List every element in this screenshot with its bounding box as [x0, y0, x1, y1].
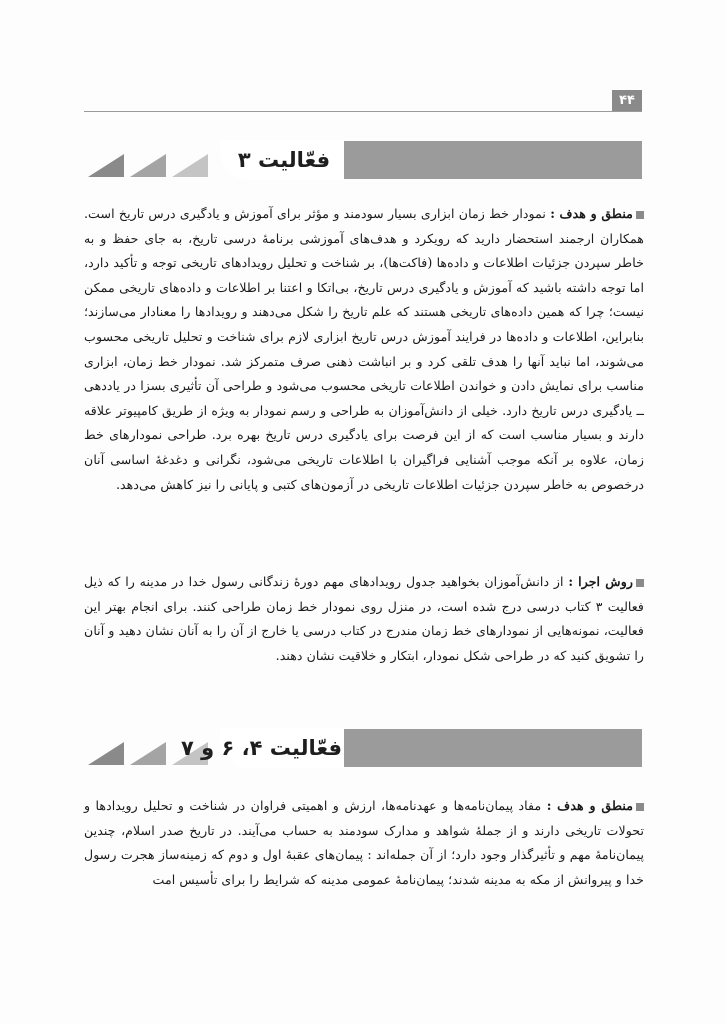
activity-4-6-7-banner [84, 728, 642, 768]
square-bullet-icon [636, 803, 644, 811]
paragraph-text: مفاد پیمان‌نامه‌ها و عهدنامه‌ها، ارزش و اهمیتی فراوان در شناخت و تحلیل رویدادها و تحولات تاریخی دارند و از جملهٔ شواهد و مدارک سودمند به حساب می‌آیند. در تاریخ صدر اسلام، چندین پیمان‌نامهٔ مهم و تأثیرگذار وجود دارد؛ از آن جمله‌اند : پیمان‌های عقبهٔ اول و دوم که زمینه‌ساز هجرت رسول خدا و پیروانش از مکه به مدینه شدند؛ پیمان‌نامهٔ عمومی مدینه که شرایط را برای تأسیس امت [84, 798, 644, 887]
paragraph-method [84, 570, 644, 668]
square-bullet-icon [636, 211, 644, 219]
paragraph-lead: منطق و هدف : [550, 206, 633, 221]
paragraph-lead: منطق و هدف : [546, 798, 633, 813]
triangle-arrows-icon [84, 140, 224, 180]
activity-3-banner [84, 140, 642, 180]
header-rule [84, 111, 642, 112]
paragraph-logic-goal-2 [84, 794, 644, 892]
section-title: فعّالیت ۳ [237, 148, 331, 172]
paragraph-text: از دانش‌آموزان بخواهید جدول رویدادهای مهم دورهٔ زندگانی رسول خدا در مدینه را که ذیل فعالیت ۳ کتاب درسی درج شده است، در منزل روی نمودار خط زمان طراحی کنند. برای انجام بهتر این فعالیت، نمونه‌هایی از نمودارهای خط زمان مندرج در کتاب درسی یا خارج از آن را به آنان نشان دهید و آنان را تشویق کنید که در طراحی شکل نمودار، ابتکار و خلاقیت نشان دهند. [84, 574, 644, 663]
paragraph-logic-goal [84, 202, 644, 497]
section-title: فعّالیت ۴، ۶ و ۷ [181, 736, 342, 760]
square-bullet-icon [636, 579, 644, 587]
paragraph-text: نمودار خط زمان ابزاری بسیار سودمند و مؤثر برای آموزش و یادگیری درس تاریخ است. همکاران ارجمند استحضار دارید که رویکرد و هدف‌های آموزشی برنامهٔ درسی تاریخ، به جای حفظ و به خاطر سپردن جزئیات اطلاعات و داده‌ها (فاکت‌ها)، بر شناخت و تحلیل رویدادهای تاریخی توجه و تأکید دارد، اما توجه داشته باشید که آموزش و یادگیری درس تاریخ، بی‌اتکا و اعتنا بر اطلاعات و داده‌های تاریخی ممکن نیست؛ چرا که همین داده‌های تاریخی هستند که علم تاریخ را شکل می‌دهند و رویدادها را معنادار می‌سازند؛ بنابراین، اطلاعات و داده‌ها در فرایند آموزش درس تاریخ ابزاری لازم برای شناخت و تحلیل تاریخی محسوب می‌شوند، اما نباید آنها را هدف تلقی کرد و بر انباشت ذهنی صرف متمرکز شد. نمودار خط زمان، ابزاری مناسب برای نمایش دادن و خواندن اطلاعات تاریخی محسوب می‌شود و طراحی آن تأثیری بسزا در یاددهی ــ یادگیری درس تاریخ دارد. خیلی از دانش‌آموزان به طراحی و رسم نمودار به ویژه از طریق کامپیوتر علاقه دارند و بسیار مناسب است که از این فرصت برای یادگیری درس تاریخ بهره برد. طراحی نمودارهای خط زمان، علاوه بر آنکه موجب آشنایی فراگیران با اطلاعات تاریخی می‌شود، نگرانی و دغدغهٔ اساسی آنان درخصوص به خاطر سپردن جزئیات اطلاعات تاریخی در آزمون‌های کتبی و پایانی را نیز کاهش می‌دهد. [84, 206, 644, 492]
paragraph-lead: روش اجرا : [568, 574, 633, 589]
page-number: ۴۴ [612, 90, 642, 111]
